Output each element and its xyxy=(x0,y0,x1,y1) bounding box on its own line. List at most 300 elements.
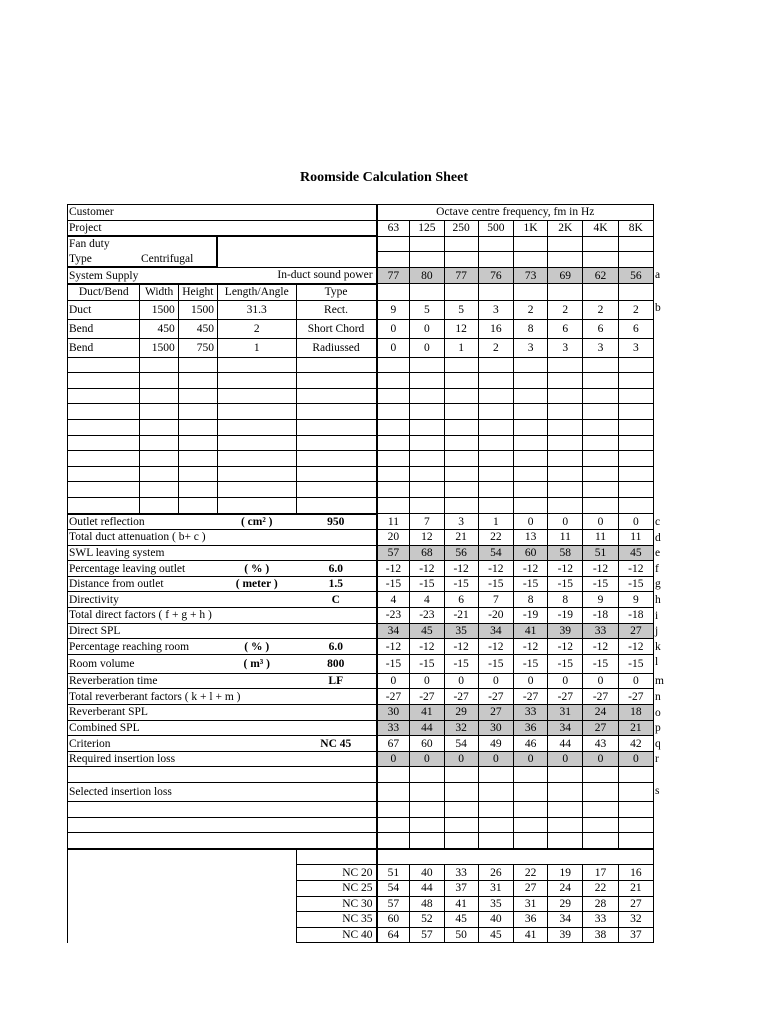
calc-unit xyxy=(217,720,296,736)
calc-value xyxy=(296,689,377,705)
nc-value: 40 xyxy=(410,865,444,881)
frequency-value: 9 xyxy=(377,300,410,319)
frequency-value: -12 xyxy=(377,561,410,577)
calc-value xyxy=(296,623,377,639)
frequency-value: 0 xyxy=(410,319,444,338)
table-row xyxy=(68,912,654,928)
frequency-value xyxy=(548,767,583,783)
frequency-value: 0 xyxy=(513,673,547,689)
nc-value: 41 xyxy=(444,896,478,912)
frequency-value xyxy=(444,817,478,833)
frequency-value xyxy=(377,404,410,420)
nc-value: 45 xyxy=(444,912,478,928)
frequency-value xyxy=(618,482,653,498)
table-row xyxy=(68,252,654,268)
frequency-value: 44 xyxy=(410,720,444,736)
calc-unit: ( % ) xyxy=(217,639,296,655)
blank xyxy=(513,849,547,865)
duct-name: Bend xyxy=(68,338,140,357)
frequency-value xyxy=(513,419,547,435)
table-row xyxy=(68,220,654,236)
calc-unit xyxy=(217,736,296,752)
blank xyxy=(217,419,296,435)
frequency-header: 4K xyxy=(583,220,618,236)
frequency-value: -15 xyxy=(410,576,444,592)
frequency-value xyxy=(410,783,444,802)
frequency-value xyxy=(618,236,653,252)
frequency-value xyxy=(444,482,478,498)
frequency-value xyxy=(618,802,653,818)
frequency-value xyxy=(444,252,478,268)
table-row xyxy=(68,767,654,783)
frequency-value xyxy=(410,497,444,513)
table-row xyxy=(68,896,654,912)
blank xyxy=(178,404,217,420)
calc-label: Direct SPL xyxy=(68,623,218,639)
blank xyxy=(68,357,140,373)
table-row xyxy=(68,720,654,736)
frequency-value: 0 xyxy=(548,673,583,689)
selected-insertion-loss-label: Selected insertion loss xyxy=(68,783,377,802)
frequency-value: 7 xyxy=(410,514,444,530)
nc-value: 37 xyxy=(618,927,653,943)
frequency-value xyxy=(377,767,410,783)
frequency-value xyxy=(377,419,410,435)
frequency-value: -12 xyxy=(478,561,513,577)
frequency-value: 0 xyxy=(377,751,410,767)
frequency-value: 13 xyxy=(513,530,547,546)
blank xyxy=(140,435,178,451)
frequency-value: -12 xyxy=(618,561,653,577)
nc-value: 27 xyxy=(513,880,547,896)
blank xyxy=(68,451,140,467)
blank xyxy=(178,497,217,513)
frequency-value xyxy=(478,451,513,467)
frequency-value xyxy=(478,236,513,252)
blank xyxy=(548,849,583,865)
blank xyxy=(140,451,178,467)
calc-unit: ( cm² ) xyxy=(217,514,296,530)
calc-label: Total direct factors ( f + g + h ) xyxy=(68,608,218,624)
frequency-value xyxy=(478,817,513,833)
frequency-value xyxy=(513,236,547,252)
frequency-value xyxy=(478,783,513,802)
table-row xyxy=(68,623,654,639)
frequency-value xyxy=(444,404,478,420)
frequency-value: -12 xyxy=(513,561,547,577)
calc-label: Combined SPL xyxy=(68,720,218,736)
frequency-value: 30 xyxy=(377,705,410,721)
duct-name: Bend xyxy=(68,319,140,338)
frequency-header: 1K xyxy=(513,220,547,236)
frequency-value xyxy=(583,252,618,268)
calc-unit xyxy=(217,623,296,639)
frequency-value: -27 xyxy=(583,689,618,705)
frequency-value: -21 xyxy=(444,608,478,624)
blank xyxy=(178,373,217,389)
frequency-value: -12 xyxy=(444,561,478,577)
nc-value: 38 xyxy=(583,927,618,943)
frequency-value xyxy=(478,767,513,783)
frequency-value xyxy=(410,419,444,435)
frequency-value: 8 xyxy=(548,592,583,608)
frequency-value: 45 xyxy=(410,623,444,639)
nc-label: NC 20 xyxy=(296,865,377,881)
frequency-value: -23 xyxy=(377,608,410,624)
calc-label: Distance from outlet xyxy=(68,576,218,592)
duct-name: Duct xyxy=(68,300,140,319)
frequency-value: 9 xyxy=(618,592,653,608)
frequency-value: 3 xyxy=(548,338,583,357)
nc-value: 36 xyxy=(513,912,547,928)
frequency-value xyxy=(377,466,410,482)
frequency-value: 24 xyxy=(583,705,618,721)
frequency-value xyxy=(478,284,513,300)
frequency-value: 16 xyxy=(478,319,513,338)
frequency-value: -15 xyxy=(478,654,513,673)
frequency-value xyxy=(444,466,478,482)
table-row xyxy=(68,373,654,389)
calc-value xyxy=(296,530,377,546)
system-supply-label: System Supply xyxy=(68,267,218,284)
octave-header: Octave centre frequency, fm in Hz xyxy=(377,205,654,221)
frequency-value xyxy=(583,404,618,420)
frequency-value: 41 xyxy=(410,705,444,721)
frequency-value xyxy=(444,388,478,404)
frequency-value: 2 xyxy=(478,338,513,357)
frequency-value: -12 xyxy=(377,639,410,655)
frequency-value xyxy=(618,357,653,373)
frequency-value: 46 xyxy=(513,736,547,752)
calc-value xyxy=(296,705,377,721)
blank xyxy=(296,373,377,389)
table-row xyxy=(68,514,654,530)
frequency-value xyxy=(410,767,444,783)
frequency-value: -15 xyxy=(410,654,444,673)
frequency-value xyxy=(478,357,513,373)
table-row xyxy=(68,639,654,655)
frequency-value xyxy=(618,435,653,451)
blank xyxy=(478,849,513,865)
table-row xyxy=(68,419,654,435)
frequency-value: 12 xyxy=(410,530,444,546)
table-row xyxy=(68,300,654,319)
frequency-value: 73 xyxy=(513,267,547,284)
frequency-header: 2K xyxy=(548,220,583,236)
height-header: Height xyxy=(178,284,217,300)
frequency-value: 45 xyxy=(618,545,653,561)
frequency-value xyxy=(618,767,653,783)
table-row xyxy=(68,267,654,284)
calc-label: Total reverberant factors ( k + l + m ) xyxy=(69,690,241,703)
frequency-value: 2 xyxy=(513,300,547,319)
frequency-value: 58 xyxy=(548,545,583,561)
frequency-value: 5 xyxy=(410,300,444,319)
nc-value: 51 xyxy=(377,865,410,881)
frequency-value: -15 xyxy=(444,654,478,673)
frequency-value: -12 xyxy=(478,639,513,655)
project-label: Project xyxy=(68,220,377,236)
frequency-value: 4 xyxy=(377,592,410,608)
blank xyxy=(68,833,377,849)
frequency-value xyxy=(513,482,547,498)
blank xyxy=(217,404,296,420)
frequency-value: -15 xyxy=(513,576,547,592)
nc-value: 27 xyxy=(618,896,653,912)
frequency-value xyxy=(548,404,583,420)
nc-value: 45 xyxy=(478,927,513,943)
calc-value: 6.0 xyxy=(296,561,377,577)
table-row xyxy=(68,927,654,943)
table-row xyxy=(68,561,654,577)
frequency-value xyxy=(513,357,547,373)
blank xyxy=(410,849,444,865)
blank xyxy=(217,252,376,268)
blank xyxy=(68,404,140,420)
blank xyxy=(68,497,140,513)
frequency-value: 9 xyxy=(583,592,618,608)
frequency-value xyxy=(377,497,410,513)
calc-label: Reverberant SPL xyxy=(68,705,218,721)
calc-unit xyxy=(217,751,296,767)
frequency-value: 34 xyxy=(548,720,583,736)
frequency-value: 33 xyxy=(583,623,618,639)
frequency-value xyxy=(444,373,478,389)
table-row xyxy=(68,205,654,221)
table-row xyxy=(68,849,654,865)
blank xyxy=(296,357,377,373)
frequency-value xyxy=(618,451,653,467)
blank xyxy=(217,466,296,482)
row-letter: j xyxy=(655,625,659,638)
blank xyxy=(217,451,296,467)
frequency-value xyxy=(410,236,444,252)
frequency-value: 32 xyxy=(444,720,478,736)
table-row xyxy=(68,466,654,482)
frequency-value xyxy=(377,783,410,802)
nc-value: 41 xyxy=(513,927,547,943)
blank xyxy=(68,849,297,865)
row-letter: g xyxy=(655,578,661,591)
frequency-value xyxy=(444,783,478,802)
duct-bend-header: Duct/Bend xyxy=(68,284,140,300)
frequency-value xyxy=(583,802,618,818)
frequency-value xyxy=(513,497,547,513)
blank xyxy=(296,404,377,420)
table-row xyxy=(68,482,654,498)
frequency-value: 22 xyxy=(478,530,513,546)
nc-value: 44 xyxy=(410,880,444,896)
row-letter: k xyxy=(655,640,661,653)
frequency-value xyxy=(478,419,513,435)
nc-label: NC 40 xyxy=(296,927,377,943)
calc-label: Room volume xyxy=(68,654,218,673)
table-row xyxy=(68,802,654,818)
blank xyxy=(178,435,217,451)
calc-value: 1.5 xyxy=(296,576,377,592)
row-letter: o xyxy=(655,706,661,719)
blank xyxy=(296,419,377,435)
frequency-value: 0 xyxy=(410,751,444,767)
frequency-value xyxy=(444,497,478,513)
frequency-value xyxy=(377,802,410,818)
frequency-value xyxy=(548,833,583,849)
frequency-value: 6 xyxy=(444,592,478,608)
frequency-value: 0 xyxy=(377,338,410,357)
frequency-value: 60 xyxy=(513,545,547,561)
frequency-value xyxy=(377,373,410,389)
blank xyxy=(296,497,377,513)
frequency-value xyxy=(513,802,547,818)
blank xyxy=(68,388,140,404)
frequency-value xyxy=(377,435,410,451)
row-letter: f xyxy=(655,562,659,575)
length-header: Length/Angle xyxy=(217,284,296,300)
frequency-value: -15 xyxy=(583,576,618,592)
frequency-value: -23 xyxy=(410,608,444,624)
calc-value xyxy=(296,751,377,767)
frequency-value xyxy=(618,404,653,420)
frequency-value: 4 xyxy=(410,592,444,608)
frequency-value: 77 xyxy=(377,267,410,284)
row-letter: m xyxy=(655,675,664,688)
frequency-value xyxy=(377,817,410,833)
blank xyxy=(68,817,377,833)
nc-value: 32 xyxy=(618,912,653,928)
table-row xyxy=(68,592,654,608)
frequency-value xyxy=(513,252,547,268)
frequency-value xyxy=(548,419,583,435)
nc-value: 54 xyxy=(377,880,410,896)
frequency-value xyxy=(513,404,547,420)
frequency-value xyxy=(444,236,478,252)
frequency-value: 49 xyxy=(478,736,513,752)
blank xyxy=(178,388,217,404)
frequency-value: 51 xyxy=(583,545,618,561)
frequency-value: 6 xyxy=(548,319,583,338)
nc-value: 16 xyxy=(618,865,653,881)
frequency-value: -27 xyxy=(618,689,653,705)
blank xyxy=(140,388,178,404)
frequency-value xyxy=(410,284,444,300)
blank xyxy=(140,419,178,435)
table-row xyxy=(68,576,654,592)
frequency-value: 42 xyxy=(618,736,653,752)
calc-value: C xyxy=(296,592,377,608)
frequency-value xyxy=(444,435,478,451)
nc-value: 35 xyxy=(478,896,513,912)
blank xyxy=(296,388,377,404)
nc-value: 21 xyxy=(618,880,653,896)
frequency-value xyxy=(410,388,444,404)
frequency-value xyxy=(410,357,444,373)
frequency-value: 2 xyxy=(548,300,583,319)
frequency-value: -20 xyxy=(478,608,513,624)
frequency-value xyxy=(583,357,618,373)
row-letter: q xyxy=(655,737,661,750)
frequency-value: 7 xyxy=(478,592,513,608)
frequency-value xyxy=(513,373,547,389)
blank xyxy=(444,849,478,865)
frequency-value: -19 xyxy=(513,608,547,624)
frequency-value xyxy=(410,373,444,389)
blank xyxy=(217,435,296,451)
frequency-value: 57 xyxy=(377,545,410,561)
row-letter: s xyxy=(655,784,660,797)
frequency-value: 44 xyxy=(548,736,583,752)
duct-length: 31.3 xyxy=(217,300,296,319)
frequency-value: -15 xyxy=(377,576,410,592)
frequency-value: -27 xyxy=(444,689,478,705)
blank xyxy=(68,912,297,928)
frequency-value xyxy=(444,833,478,849)
nc-value: 22 xyxy=(513,865,547,881)
frequency-value xyxy=(377,388,410,404)
table-row xyxy=(68,673,654,689)
customer-label: Customer xyxy=(68,205,377,221)
blank xyxy=(140,497,178,513)
frequency-value xyxy=(618,252,653,268)
frequency-value xyxy=(478,466,513,482)
nc-value: 39 xyxy=(548,927,583,943)
frequency-value: 3 xyxy=(513,338,547,357)
frequency-value xyxy=(410,435,444,451)
blank xyxy=(68,373,140,389)
blank xyxy=(68,927,297,943)
sheet-title: Roomside Calculation Sheet xyxy=(300,170,468,185)
calc-unit xyxy=(217,592,296,608)
frequency-value xyxy=(513,451,547,467)
frequency-value xyxy=(478,388,513,404)
type-header: Type xyxy=(296,284,377,300)
frequency-value: 35 xyxy=(444,623,478,639)
frequency-value xyxy=(444,357,478,373)
frequency-value xyxy=(548,388,583,404)
type-label: Type xyxy=(68,252,140,268)
frequency-value: 8 xyxy=(513,319,547,338)
frequency-value xyxy=(410,252,444,268)
frequency-value: 5 xyxy=(444,300,478,319)
frequency-value: 0 xyxy=(410,673,444,689)
in-duct-label: In-duct sound power xyxy=(217,267,376,284)
frequency-value xyxy=(583,482,618,498)
frequency-value: 2 xyxy=(583,300,618,319)
frequency-value: 62 xyxy=(583,267,618,284)
frequency-value: -27 xyxy=(548,689,583,705)
frequency-value xyxy=(618,833,653,849)
frequency-value: 1 xyxy=(478,514,513,530)
frequency-value: -12 xyxy=(618,639,653,655)
duct-width: 1500 xyxy=(140,338,178,357)
blank xyxy=(68,435,140,451)
frequency-value: 3 xyxy=(618,338,653,357)
frequency-value xyxy=(444,284,478,300)
blank xyxy=(68,802,377,818)
frequency-value xyxy=(377,482,410,498)
nc-value: 37 xyxy=(444,880,478,896)
frequency-value: -15 xyxy=(548,654,583,673)
row-letter: c xyxy=(655,515,661,528)
frequency-value: 39 xyxy=(548,623,583,639)
blank xyxy=(68,896,297,912)
nc-value: 57 xyxy=(377,896,410,912)
calc-unit: ( meter ) xyxy=(217,576,296,592)
frequency-value xyxy=(410,833,444,849)
frequency-value xyxy=(513,435,547,451)
blank xyxy=(296,849,377,865)
calc-unit: ( % ) xyxy=(217,561,296,577)
frequency-value xyxy=(618,284,653,300)
